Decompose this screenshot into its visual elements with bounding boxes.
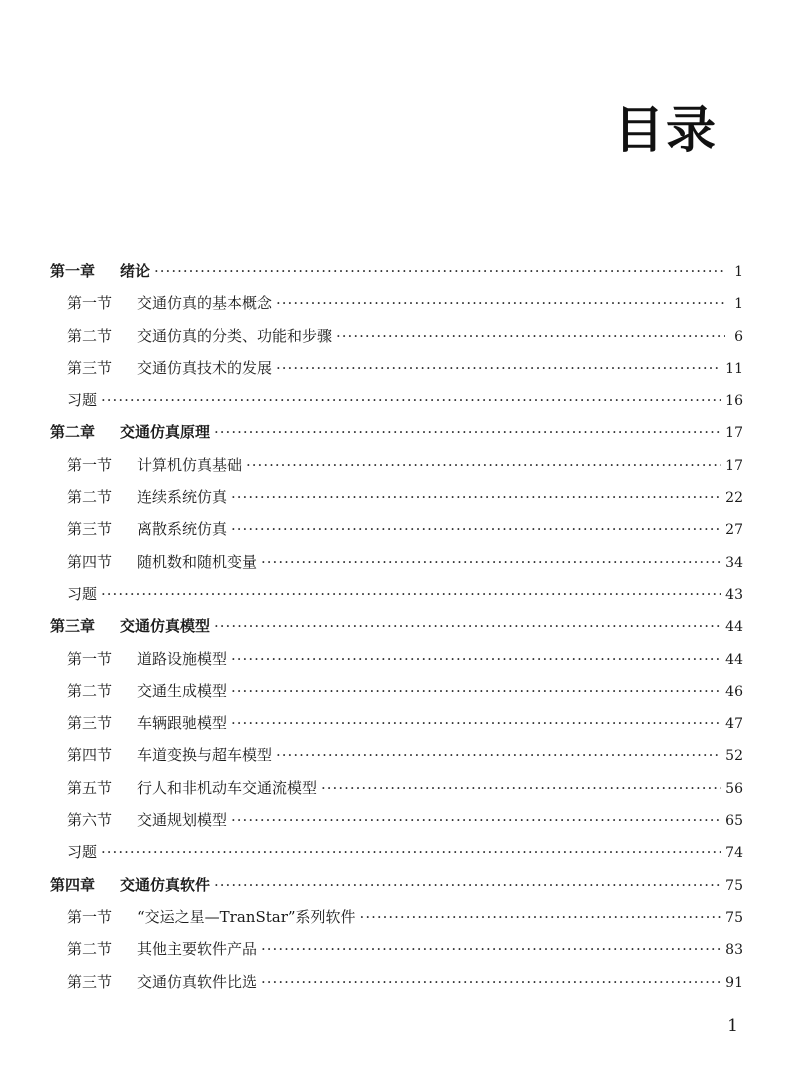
toc-entry-title: “交运之星—TranStar”系列软件 <box>137 907 356 926</box>
toc-entry-title: 交通仿真软件比选 <box>137 972 258 991</box>
toc-dot-leader <box>321 772 721 804</box>
toc-entry-number: 第三章 <box>50 617 96 636</box>
toc-entry-page: 56 <box>725 780 743 797</box>
toc-entry-page: 27 <box>725 522 743 539</box>
toc-entry-number: 第四节 <box>67 552 113 571</box>
toc-entry-title: 习题 <box>67 391 98 410</box>
toc-entry-page: 74 <box>725 845 743 862</box>
toc-section-entry[interactable] <box>50 675 743 707</box>
toc-dot-leader <box>261 546 721 578</box>
toc-entry-number: 第一章 <box>50 262 96 280</box>
toc-section-entry[interactable] <box>50 546 743 578</box>
toc-entry-page: 1 <box>734 264 743 280</box>
toc-entry-number: 第三节 <box>67 520 113 539</box>
toc-entry-title: 交通仿真软件 <box>120 875 211 894</box>
toc-entry-number: 第三节 <box>67 358 113 377</box>
toc-dot-leader <box>276 287 725 319</box>
toc-dot-leader <box>246 449 721 481</box>
toc-dot-leader <box>336 320 725 352</box>
toc-entry-page: 1 <box>734 296 743 313</box>
toc-entry-page: 16 <box>725 393 743 410</box>
toc-entry-number: 第六节 <box>67 811 113 830</box>
toc-section-entry[interactable] <box>50 966 743 998</box>
toc-entry-number: 第二节 <box>67 488 113 507</box>
toc-section-entry[interactable] <box>50 739 743 771</box>
toc-entry-page: 44 <box>725 619 743 636</box>
toc-section-entry[interactable] <box>50 804 743 836</box>
toc-entry-page: 91 <box>725 974 743 991</box>
toc-dot-leader <box>231 675 721 707</box>
page-number: 1 <box>727 1016 738 1036</box>
toc-entry-page: 75 <box>725 877 743 894</box>
toc-dot-leader <box>261 933 721 965</box>
toc-entry-number: 第一节 <box>67 455 113 474</box>
toc-section-entry[interactable] <box>50 449 743 481</box>
toc-exercise-entry[interactable] <box>50 384 743 416</box>
toc-entry-page: 11 <box>725 360 743 377</box>
toc-entry-number: 第二节 <box>67 681 113 700</box>
toc-chapter-entry[interactable] <box>50 416 743 448</box>
toc-dot-leader <box>101 578 721 610</box>
toc-section-entry[interactable] <box>50 901 743 933</box>
toc-entry-title: 道路设施模型 <box>137 649 228 668</box>
toc-exercise-entry[interactable] <box>50 836 743 868</box>
toc-entry-number: 第二章 <box>50 423 96 442</box>
toc-entry-page: 34 <box>725 554 743 571</box>
toc-dot-leader <box>231 707 721 739</box>
toc-entry-number: 第一节 <box>67 907 113 926</box>
toc-entry-number: 第三节 <box>67 972 113 991</box>
toc-dot-leader <box>214 610 721 642</box>
toc-dot-leader <box>101 384 721 416</box>
toc-entry-number: 第四节 <box>67 746 113 765</box>
toc-entry-page: 44 <box>725 651 743 668</box>
toc-dot-leader <box>231 481 721 513</box>
toc-entry-title: 交通规划模型 <box>137 811 228 830</box>
toc-entry-page: 17 <box>725 425 743 442</box>
toc-entry-number: 第四章 <box>50 875 96 894</box>
toc-entry-title: 交通仿真模型 <box>120 617 211 636</box>
toc-entry-page: 6 <box>734 328 743 345</box>
toc-section-entry[interactable] <box>50 481 743 513</box>
table-of-contents <box>50 255 743 998</box>
toc-section-entry[interactable] <box>50 643 743 675</box>
toc-entry-title: 交通仿真原理 <box>120 423 211 442</box>
toc-entry-page: 83 <box>725 942 743 959</box>
toc-entry-title: 交通仿真技术的发展 <box>137 358 273 377</box>
toc-entry-page: 22 <box>725 490 743 507</box>
toc-entry-title: 交通仿真的基本概念 <box>137 294 273 313</box>
toc-section-entry[interactable] <box>50 707 743 739</box>
toc-entry-title: 行人和非机动车交通流模型 <box>137 778 318 797</box>
page-title: 目录 <box>614 101 718 159</box>
toc-section-entry[interactable] <box>50 352 743 384</box>
toc-entry-number: 第一节 <box>67 294 113 313</box>
toc-entry-title: 交通生成模型 <box>137 681 228 700</box>
toc-entry-page: 47 <box>725 716 743 733</box>
toc-dot-leader <box>231 643 721 675</box>
toc-entry-title: 绪论 <box>120 262 151 280</box>
toc-dot-leader <box>154 255 725 287</box>
toc-entry-page: 65 <box>725 813 743 830</box>
toc-dot-leader <box>261 966 721 998</box>
toc-dot-leader <box>231 804 721 836</box>
toc-section-entry[interactable] <box>50 933 743 965</box>
toc-section-entry[interactable] <box>50 772 743 804</box>
toc-entry-title: 习题 <box>67 584 98 603</box>
toc-entry-number: 第二节 <box>67 326 113 345</box>
toc-entry-number: 第五节 <box>67 778 113 797</box>
toc-entry-title: 车辆跟驰模型 <box>137 714 228 733</box>
toc-entry-number: 第三节 <box>67 714 113 733</box>
toc-dot-leader <box>276 352 721 384</box>
toc-dot-leader <box>101 836 721 868</box>
toc-entry-title: 计算机仿真基础 <box>137 455 243 474</box>
toc-entry-title: 车道变换与超车模型 <box>137 746 273 765</box>
toc-entry-page: 52 <box>725 748 743 765</box>
toc-dot-leader <box>214 416 721 448</box>
toc-entry-title: 连续系统仿真 <box>137 488 228 507</box>
toc-exercise-entry[interactable] <box>50 578 743 610</box>
toc-entry-page: 43 <box>725 586 743 603</box>
toc-chapter-entry[interactable] <box>50 255 743 287</box>
toc-dot-leader <box>231 513 721 545</box>
toc-chapter-entry[interactable] <box>50 869 743 901</box>
toc-entry-page: 46 <box>725 683 743 700</box>
toc-entry-page: 75 <box>725 909 743 926</box>
toc-entry-number: 第一节 <box>67 649 113 668</box>
toc-entry-page: 17 <box>725 457 743 474</box>
toc-section-entry[interactable] <box>50 287 743 319</box>
toc-dot-leader <box>276 739 721 771</box>
toc-dot-leader <box>214 869 721 901</box>
toc-entry-title: 离散系统仿真 <box>137 520 228 539</box>
toc-dot-leader <box>360 901 722 933</box>
toc-chapter-entry[interactable] <box>50 610 743 642</box>
toc-entry-title: 随机数和随机变量 <box>137 552 258 571</box>
toc-section-entry[interactable] <box>50 320 743 352</box>
toc-entry-number: 第二节 <box>67 940 113 959</box>
toc-entry-title: 习题 <box>67 843 98 862</box>
toc-entry-title: 其他主要软件产品 <box>137 940 258 959</box>
toc-entry-title: 交通仿真的分类、功能和步骤 <box>137 326 333 345</box>
toc-section-entry[interactable] <box>50 513 743 545</box>
